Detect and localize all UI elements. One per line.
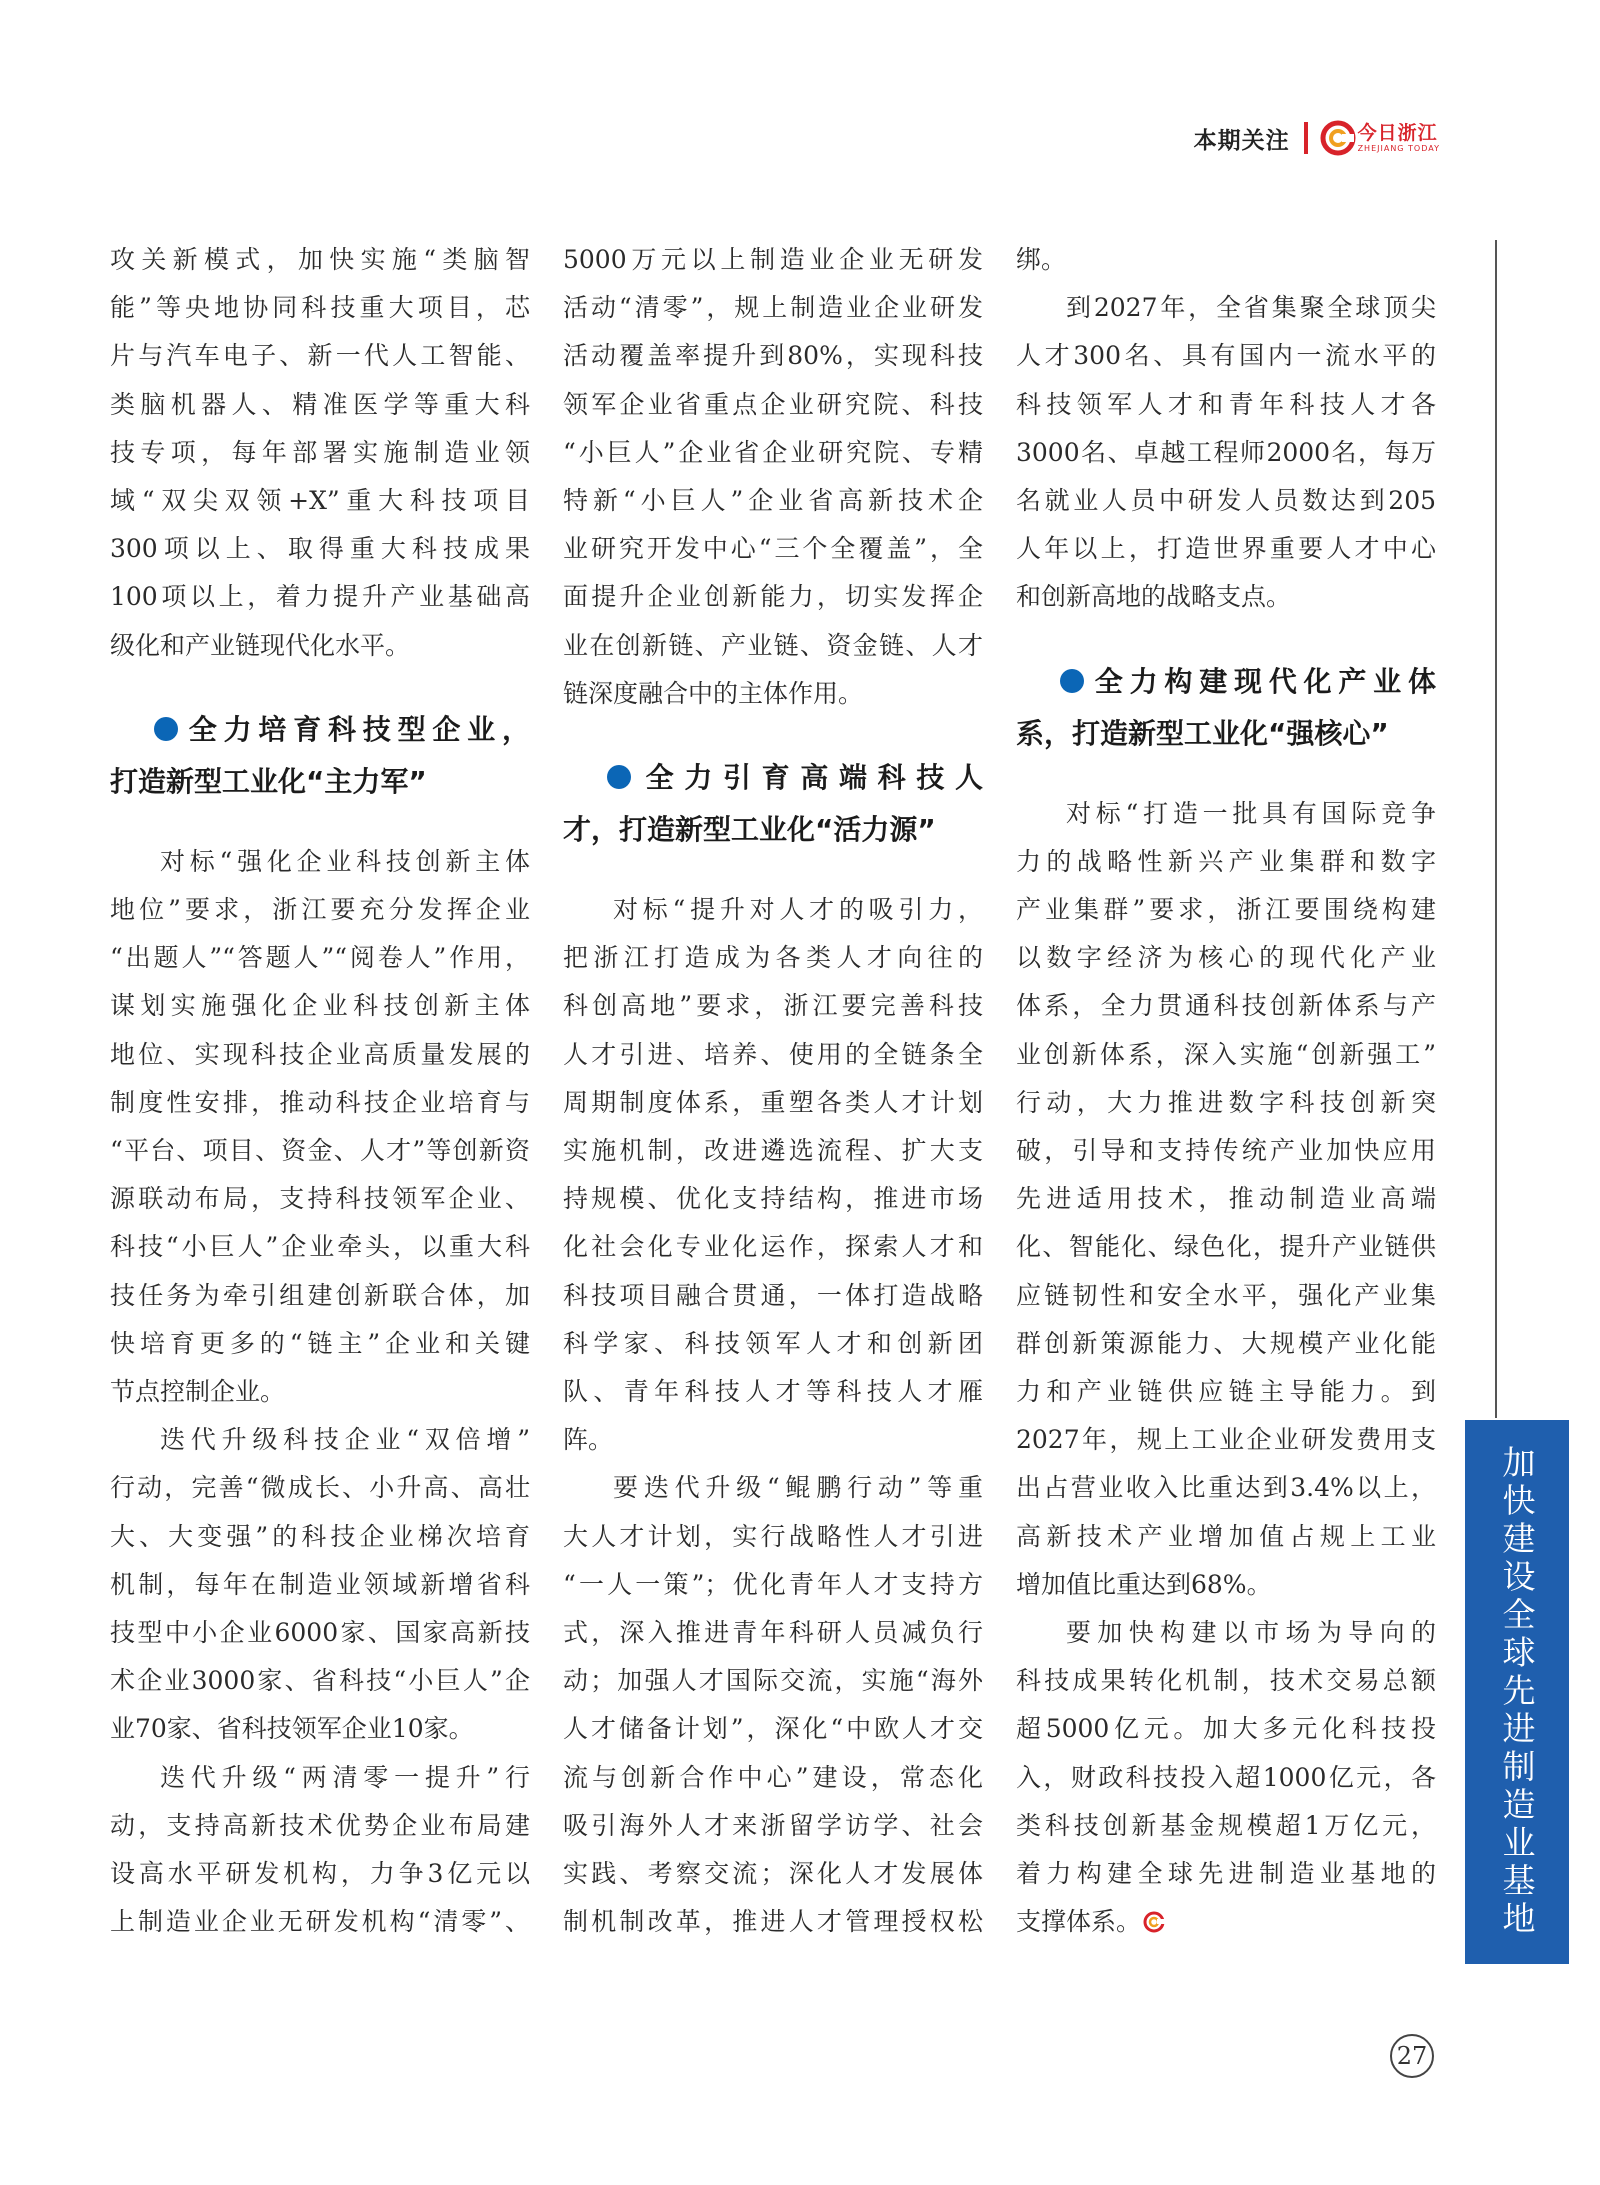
- column-1: [110, 236, 530, 1947]
- text-line: 把浙江打造成为各类人才向往的: [563, 943, 983, 973]
- text-line: 破，引导和支持传统产业加快应用: [1016, 1136, 1436, 1166]
- text-line: 设高水平研发机构，力争3亿元以: [110, 1859, 530, 1889]
- text-line: 要迭代升级“鲲鹏行动”等重: [613, 1473, 983, 1503]
- bullet-dot-icon: [1060, 669, 1084, 693]
- text-line: 大、大变强”的科技企业梯次培育: [110, 1521, 530, 1551]
- section-heading: 全力培育科技型企业，: [110, 704, 530, 756]
- sidebar-title: 加快建设全球先进制造业基地: [1497, 1445, 1537, 1939]
- column-3: [1016, 236, 1436, 1947]
- text-line: 类科技创新基金规模超1万亿元，: [1016, 1810, 1436, 1840]
- text-line: 科技领军人才和青年科技人才各: [1016, 389, 1436, 419]
- text-line: “出题人”“答题人”“阅卷人”作用，: [110, 943, 530, 973]
- paragraph: [563, 236, 983, 718]
- logo-name: 今日浙江: [1357, 121, 1438, 144]
- bullet-dot-icon: [607, 765, 631, 789]
- text-line: “平台、项目、资金、人才”等创新资: [110, 1136, 530, 1166]
- text-line: 以数字经济为核心的现代化产业: [1016, 943, 1436, 973]
- text-line: 链深度融合中的主体作用。: [563, 678, 864, 708]
- bullet-dot-icon: [154, 717, 178, 741]
- text-line: 绑。: [1016, 245, 1067, 274]
- text-line: 片与汽车电子、新一代人工智能、: [110, 341, 530, 371]
- text-line: 式，深入推进青年科研人员减负行: [563, 1618, 983, 1648]
- logo-swirl-icon: [1320, 120, 1356, 156]
- section-heading-cont: 打造新型工业化“主力军”: [110, 764, 427, 798]
- text-line: 对标“提升对人才的吸引力，: [613, 895, 983, 925]
- text-line: 科创高地”要求，浙江要完善科技: [563, 991, 983, 1021]
- paragraph: [1016, 236, 1436, 284]
- text-line: 谋划实施强化企业科技创新主体: [110, 991, 530, 1021]
- text-line: 人才300名、具有国内一流水平的: [1016, 341, 1436, 371]
- text-line: 级化和产业链现代化水平。: [110, 630, 411, 660]
- text-line: 到2027年，全省集聚全球顶尖: [1066, 293, 1436, 323]
- text-line: 产业集群”要求，浙江要围绕构建: [1016, 895, 1436, 925]
- end-mark-icon: [1143, 1911, 1165, 1933]
- text-line: 业70家、省科技领军企业10家。: [110, 1714, 474, 1744]
- text-line: 应链韧性和安全水平，强化产业集: [1016, 1280, 1436, 1310]
- text-line: 对标“打造一批具有国际竞争: [1066, 798, 1436, 828]
- logo-subtitle: ZHEJIANG TODAY: [1357, 143, 1440, 153]
- text-line: 化、智能化、绿色化，提升产业链供: [1016, 1232, 1436, 1262]
- text-line: 支撑体系。: [1016, 1898, 1436, 1946]
- section-heading-cont: 才，打造新型工业化“活力源”: [563, 813, 936, 847]
- column-2: [563, 236, 983, 1947]
- header-divider: [1304, 122, 1308, 154]
- text-line: “一人一策”；优化青年人才支持方: [563, 1569, 983, 1599]
- paragraph: [1016, 1609, 1436, 1946]
- text-line: 3000名、卓越工程师2000名，每万: [1016, 437, 1436, 467]
- text-line: 化社会化专业化运作，探索人才和: [563, 1232, 983, 1262]
- text-line: 类脑机器人、精准医学等重大科: [110, 389, 530, 419]
- text-line: 阵。: [563, 1425, 614, 1455]
- magazine-logo: [1320, 120, 1440, 156]
- text-line: 吸引海外人才来浙留学访学、社会: [563, 1810, 983, 1840]
- text-line: 制度性安排，推动科技企业培育与: [110, 1087, 530, 1117]
- text-line: 业研究开发中心“三个全覆盖”，全: [563, 534, 983, 564]
- paragraph: [110, 1754, 530, 1947]
- text-line: 活动“清零”，规上制造业企业研发: [563, 293, 983, 323]
- text-line: 地位、实现科技企业高质量发展的: [110, 1039, 530, 1069]
- text-line: 业创新体系，深入实施“创新强工”: [1016, 1039, 1436, 1069]
- text-line: 人年以上，打造世界重要人才中心: [1016, 534, 1436, 564]
- text-line: 实践、考察交流；深化人才发展体: [563, 1859, 983, 1889]
- text-line: 能”等央地协同科技重大项目，芯: [110, 293, 530, 323]
- text-line: 动；加强人才国际交流，实施“海外: [563, 1666, 983, 1696]
- text-line: 和创新高地的战略支点。: [1016, 582, 1292, 612]
- sidebar-rule: [1495, 240, 1497, 1418]
- text-line: “小巨人”企业省企业研究院、专精: [563, 437, 983, 467]
- section-label: 本期关注: [1193, 127, 1290, 154]
- text-line: 名就业人员中研发人员数达到205: [1016, 486, 1436, 516]
- text-line: 5000万元以上制造业企业无研发: [563, 245, 983, 274]
- text-line: 对标“强化企业科技创新主体: [160, 846, 530, 876]
- text-line: 业在创新链、产业链、资金链、人才: [563, 630, 983, 660]
- text-line: 技专项，每年部署实施制造业领: [110, 437, 530, 467]
- text-line: 持规模、优化支持结构，推进市场: [563, 1184, 983, 1214]
- text-line: 增加值比重达到68%。: [1016, 1569, 1272, 1599]
- text-line: 人才引进、培养、使用的全链条全: [563, 1039, 983, 1069]
- text-line: 快培育更多的“链主”企业和关键: [110, 1328, 530, 1358]
- text-line: 地位”要求，浙江要充分发挥企业: [110, 895, 530, 925]
- text-line: 面提升企业创新能力，切实发挥企: [563, 582, 983, 612]
- text-line: 要加快构建以市场为导向的: [1066, 1618, 1436, 1648]
- text-line: 迭代升级科技企业“双倍增”: [160, 1425, 530, 1455]
- text-line: 超5000亿元。加大多元化科技投: [1016, 1714, 1436, 1744]
- text-line: 大人才计划，实行战略性人才引进: [563, 1521, 983, 1551]
- paragraph: [110, 1416, 530, 1753]
- text-line: 科技“小巨人”企业牵头，以重大科: [110, 1232, 530, 1262]
- sidebar-title-tab: [1465, 1420, 1569, 1964]
- section-heading-cont: 系，打造新型工业化“强核心”: [1016, 716, 1389, 750]
- text-line: 群创新策源能力、大规模产业化能: [1016, 1328, 1436, 1358]
- section-heading: 全力构建现代化产业体: [1016, 656, 1436, 708]
- text-line: 实施机制，改进遴选流程、扩大支: [563, 1136, 983, 1166]
- text-line: 上制造业企业无研发机构“清零”、: [110, 1907, 530, 1937]
- paragraph: [110, 236, 530, 670]
- text-line: 流与创新合作中心”建设，常态化: [563, 1762, 983, 1792]
- text-line: 100项以上，着力提升产业基础高: [110, 582, 530, 612]
- text-line: 入，财政科技投入超1000亿元，各: [1016, 1762, 1436, 1792]
- text-line: 迭代升级“两清零一提升”行: [160, 1762, 530, 1792]
- text-line: 节点控制企业。: [110, 1377, 286, 1407]
- text-line: 科学家、科技领军人才和创新团: [563, 1328, 983, 1358]
- text-line: 领军企业省重点企业研究院、科技: [563, 389, 983, 419]
- text-line: 着力构建全球先进制造业基地的: [1016, 1859, 1436, 1889]
- text-line: 技型中小企业6000家、国家高新技: [110, 1618, 530, 1648]
- paragraph: [563, 886, 983, 1464]
- section-heading: 全力引育高端科技人: [563, 752, 983, 804]
- page-header: [1194, 118, 1440, 158]
- text-line: 队、青年科技人才等科技人才雁: [563, 1377, 983, 1407]
- text-line: 行动，大力推进数字科技创新突: [1016, 1087, 1436, 1117]
- text-line: 行动，完善“微成长、小升高、高壮: [110, 1473, 530, 1503]
- text-line: 活动覆盖率提升到80%，实现科技: [563, 341, 983, 371]
- text-line: 先进适用技术，推动制造业高端: [1016, 1184, 1436, 1214]
- text-line: 力的战略性新兴产业集群和数字: [1016, 846, 1436, 876]
- text-line: 科技成果转化机制，技术交易总额: [1016, 1666, 1436, 1696]
- text-line: 2027年，规上工业企业研发费用支: [1016, 1425, 1436, 1455]
- text-line: 高新技术产业增加值占规上工业: [1016, 1521, 1436, 1551]
- text-line: 源联动布局，支持科技领军企业、: [110, 1184, 530, 1214]
- text-line: 周期制度体系，重塑各类人才计划: [563, 1087, 983, 1117]
- paragraph: [563, 1464, 983, 1946]
- text-line: 域“双尖双领+X”重大科技项目: [110, 486, 530, 516]
- text-line: 人才储备计划”，深化“中欧人才交: [563, 1714, 983, 1744]
- text-line: 制机制改革，推进人才管理授权松: [563, 1907, 983, 1937]
- text-line: 攻关新模式，加快实施“类脑智: [110, 245, 530, 274]
- text-line: 动，支持高新技术优势企业布局建: [110, 1810, 530, 1840]
- text-line: 300项以上、取得重大科技成果: [110, 534, 530, 564]
- text-line: 科技项目融合贯通，一体打造战略: [563, 1280, 983, 1310]
- paragraph: [1016, 284, 1436, 621]
- text-line: 机制，每年在制造业领域新增省科: [110, 1569, 530, 1599]
- paragraph: [1016, 790, 1436, 1609]
- text-line: 出占营业收入比重达到3.4%以上，: [1016, 1473, 1436, 1503]
- paragraph: [110, 838, 530, 1416]
- text-line: 特新“小巨人”企业省高新技术企: [563, 486, 983, 516]
- text-line: 体系，全力贯通科技创新体系与产: [1016, 991, 1436, 1021]
- page-number: 27: [1390, 2034, 1434, 2078]
- text-line: 术企业3000家、省科技“小巨人”企: [110, 1666, 530, 1696]
- text-line: 力和产业链供应链主导能力。到: [1016, 1377, 1436, 1407]
- text-line: 技任务为牵引组建创新联合体，加: [110, 1280, 530, 1310]
